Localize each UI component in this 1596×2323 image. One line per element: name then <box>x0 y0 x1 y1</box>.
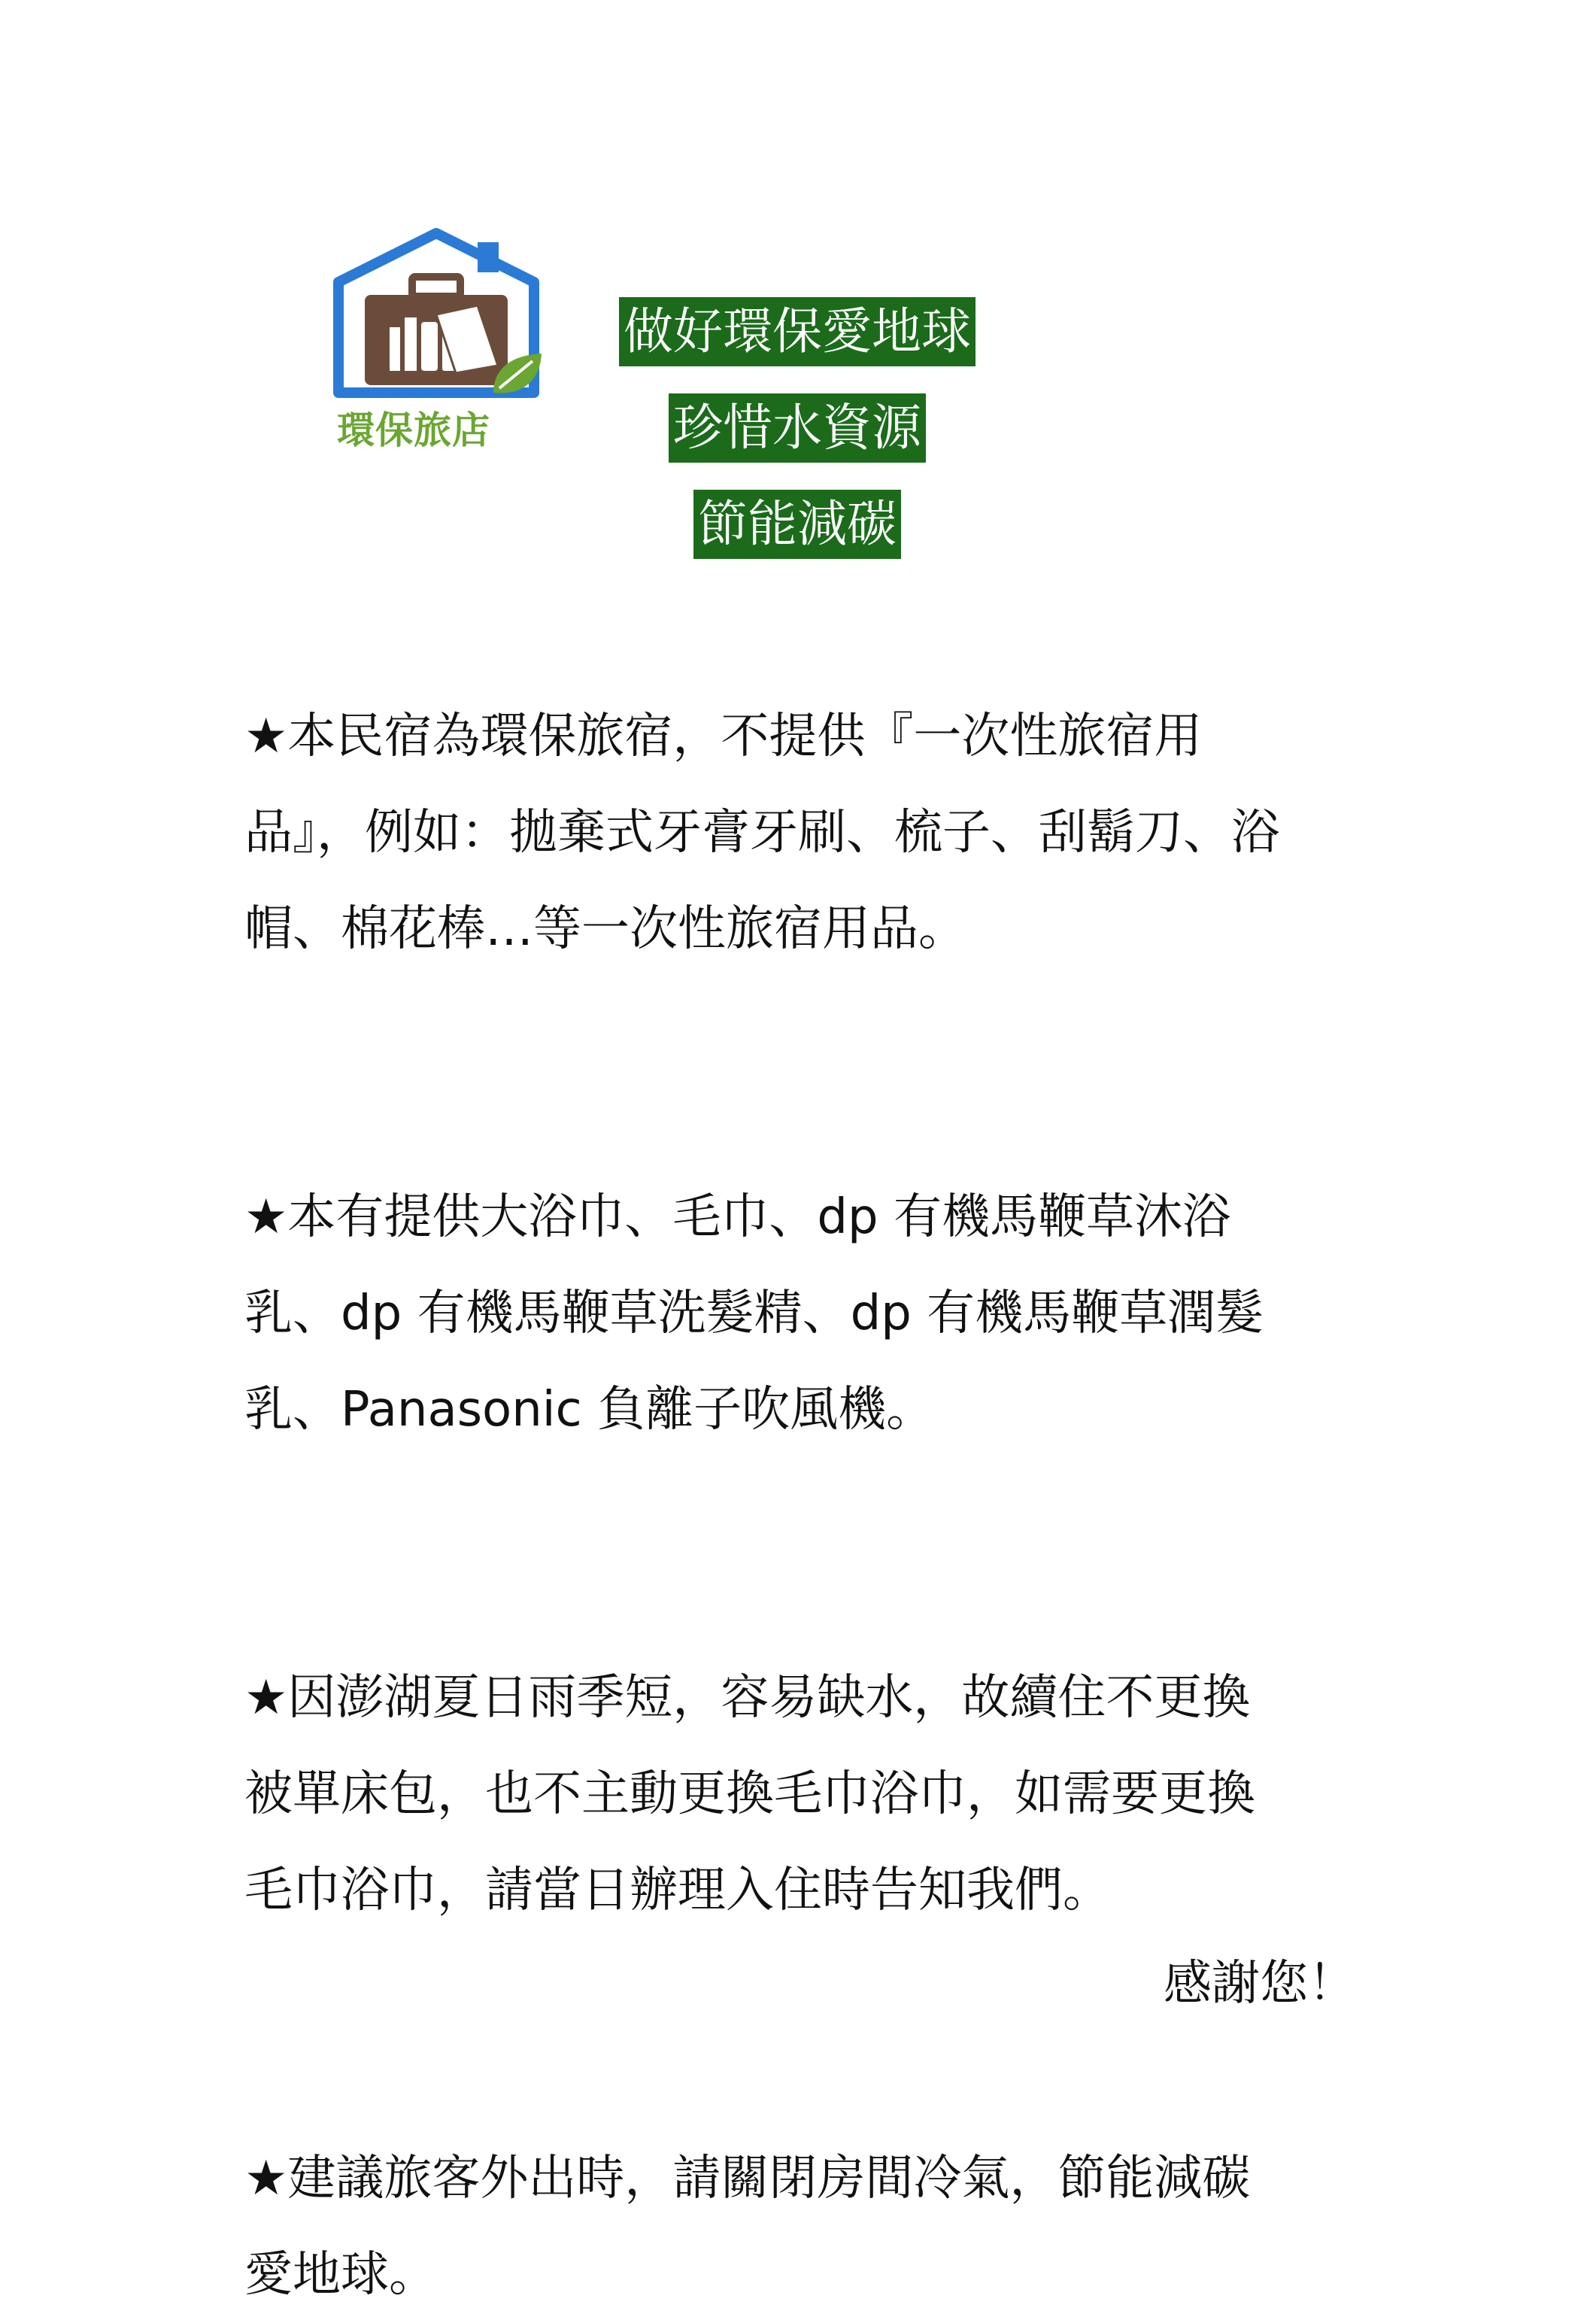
notice-linen-policy: ★因澎湖夏日雨季短，容易缺水，故續住不更換 被單床包，也不主動更換毛巾浴巾，如需要更換 毛巾浴巾，請當日辦理入住時告知我們。 <box>244 1670 1255 1918</box>
slogan-group <box>526 297 1068 586</box>
slogan-energy: 節能減碳 <box>693 490 901 559</box>
notice-aircon: ★建議旅客外出時，請關閉房間冷氣，節能減碳 愛地球。 <box>244 2151 1251 2303</box>
logo-label: 環保旅店 <box>337 408 490 452</box>
eco-hotel-logo <box>323 226 549 459</box>
notice-list <box>244 688 1373 2323</box>
slogan-eco: 做好環保愛地球 <box>619 297 976 366</box>
notice-no-disposables: ★本民宿為環保旅宿，不提供『一次性旅宿用 品』，例如：拋棄式牙膏牙刷、梳子、刮鬍刀、浴 帽、棉花棒…等一次性旅宿用品。 <box>244 709 1279 957</box>
notice-amenities: ★本有提供大浴巾、毛巾、dp 有機馬鞭草沐浴 乳、dp 有機馬鞭草洗髮精、dp 有機馬鞭草潤髮 乳、Panasonic 負離子吹風機。 <box>244 1189 1264 1438</box>
thanks-text: 感謝您！ <box>1164 1956 1356 2012</box>
slogan-water: 珍惜水資源 <box>669 393 926 463</box>
eco-hotel-house-icon <box>323 226 549 399</box>
